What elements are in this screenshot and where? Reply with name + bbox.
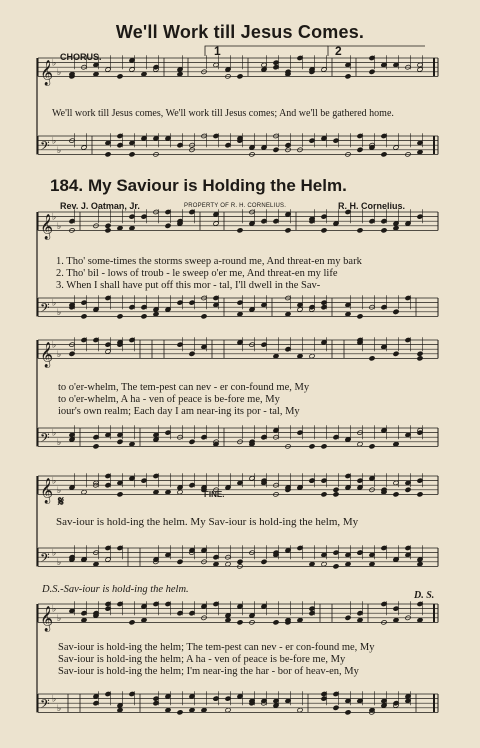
chorus-label: CHORUS.: [60, 52, 102, 62]
svg-text:𝄞: 𝄞: [40, 60, 54, 86]
verse-line: to o'er-whelm, The tem-pest can nev - er con-found me, My: [58, 382, 310, 393]
property-note: PROPERTY OF R. H. CORNELIUS.: [184, 203, 287, 209]
svg-text:𝄞: 𝄞: [40, 214, 54, 240]
svg-text:𝄞: 𝄞: [40, 478, 54, 504]
ending-1: 1: [214, 44, 221, 58]
svg-text:♭: ♭: [57, 557, 62, 568]
svg-text:♭: ♭: [57, 349, 62, 360]
composer: R. H. Cornelius.: [338, 201, 406, 211]
svg-text:𝄢: 𝄢: [40, 300, 50, 319]
svg-text:♭: ♭: [57, 703, 62, 714]
ds-text: D.S.-Sav-iour is hold-ing the helm.: [42, 584, 189, 595]
hymn-number: 184.: [50, 176, 84, 195]
svg-text:𝄞: 𝄞: [40, 606, 54, 632]
svg-text:𝄞: 𝄞: [40, 342, 54, 368]
svg-text:♭: ♭: [57, 67, 62, 78]
svg-text:♭: ♭: [52, 694, 57, 705]
fine-label: FINE.: [204, 490, 225, 499]
svg-text:♭: ♭: [57, 613, 62, 624]
svg-text:♭: ♭: [57, 437, 62, 448]
author: Rev. J. Oatman, Jr.: [60, 201, 140, 211]
verse-line: 2. Tho' bil - lows of troub - le sweep o'er me, And threat-en my life: [56, 268, 338, 279]
verse-line: to o'er-whelm, A ha - ven of peace is be-fore me, My: [58, 394, 280, 405]
svg-text:♭: ♭: [52, 428, 57, 439]
svg-text:♭: ♭: [57, 221, 62, 232]
svg-text:♭: ♭: [52, 58, 57, 69]
svg-text:♭: ♭: [52, 548, 57, 559]
svg-text:𝄢: 𝄢: [40, 138, 50, 157]
svg-text:♭: ♭: [52, 604, 57, 615]
svg-text:♭: ♭: [52, 298, 57, 309]
song2-title: My Saviour is Holding the Helm.: [88, 176, 347, 195]
verse-line: Sav-iour is hold-ing the helm; The tem-pest can nev - er con-found me, My: [58, 642, 375, 653]
svg-text:♭: ♭: [52, 476, 57, 487]
ending-2: 2: [335, 44, 342, 58]
verse-line: iour's own realm; Each day I am near-ing its por - tal, My: [58, 406, 300, 417]
song1-lyric: We'll work till Jesus comes, We'll work till Jesus comes; And we'll be gathered home.: [52, 108, 394, 119]
svg-text:♭: ♭: [52, 136, 57, 147]
song1-title: We'll Work till Jesus Comes.: [115, 22, 365, 42]
ds-label: D. S.: [414, 590, 435, 601]
svg-text:𝄢: 𝄢: [40, 550, 50, 569]
svg-text:𝄢: 𝄢: [40, 696, 50, 715]
svg-text:♭: ♭: [57, 145, 62, 156]
verse-line: 1. Tho' some-times the storms sweep a-round me, And threat-en my bark: [56, 256, 362, 267]
refrain-line: Sav-iour is hold-ing the helm. My Sav-iour is hold-ing the helm, My: [56, 516, 359, 528]
svg-text:𝄋: 𝄋: [58, 494, 65, 510]
svg-text:♭: ♭: [57, 307, 62, 318]
svg-text:𝄢: 𝄢: [40, 430, 50, 449]
svg-text:♭: ♭: [57, 485, 62, 496]
verse-line: 3. When I shall have put off this mor - tal, I'll dwell in the Sav-: [56, 280, 321, 291]
svg-text:♭: ♭: [52, 212, 57, 223]
verse-line: Sav-iour is hold-ing the helm; I'm near-ing the har - bor of heav-en, My: [58, 666, 359, 677]
svg-text:♭: ♭: [52, 340, 57, 351]
verse-line: Sav-iour is hold-ing the helm; A ha - ven of peace is be-fore me, My: [58, 654, 346, 665]
